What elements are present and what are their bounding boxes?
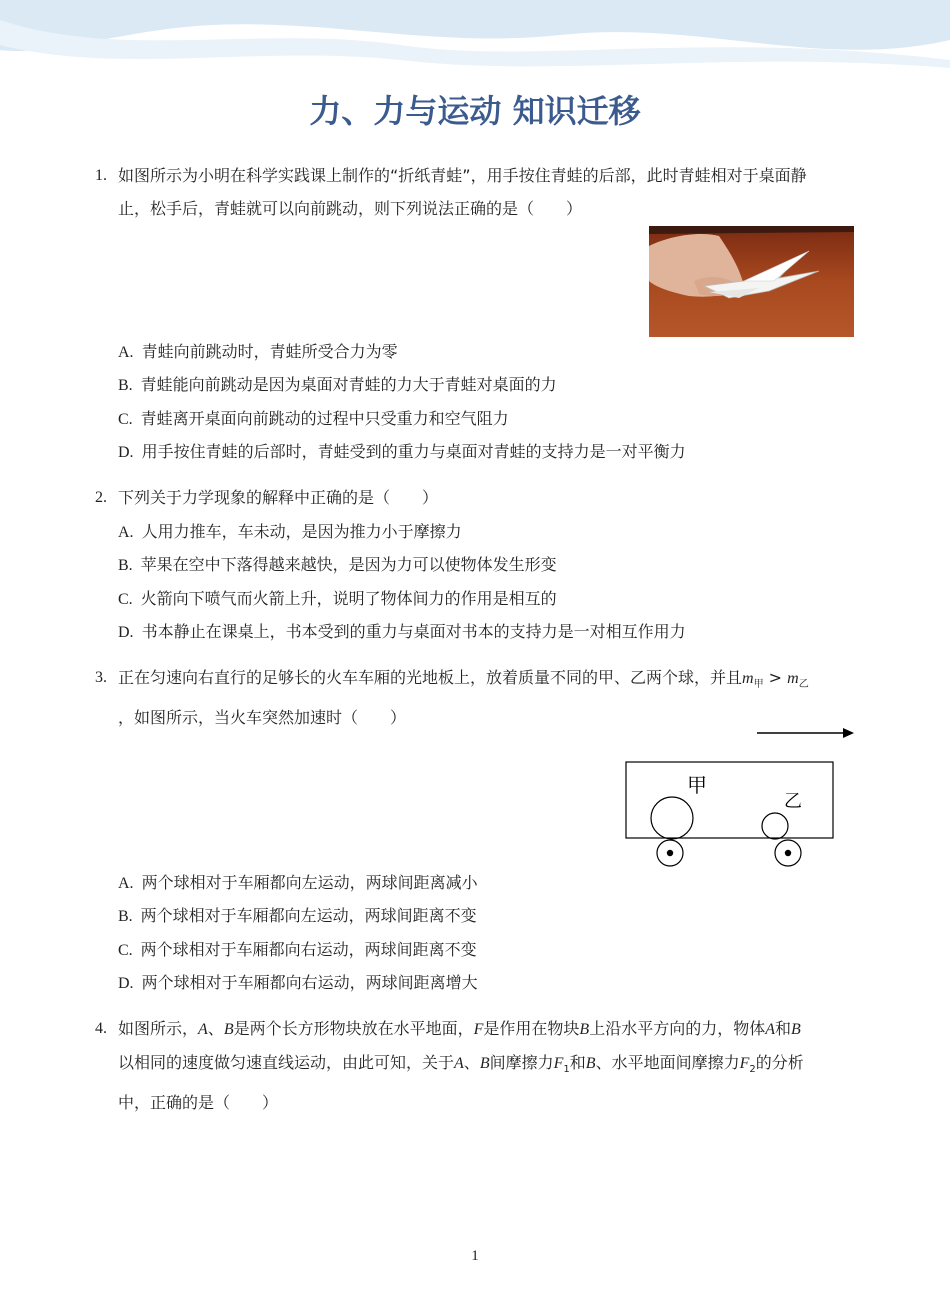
question-number: 2. <box>95 489 107 506</box>
question-number: 4. <box>95 1020 107 1037</box>
ball-yi <box>762 813 788 839</box>
question-2 <box>95 481 855 514</box>
option-1d: D. 用手按住青蛙的后部时，青蛙受到的重力与桌面对青蛙的支持力是一对平衡力 <box>118 442 686 461</box>
question-text: 如图所示为小明在科学实践课上制作的“折纸青蛙”，用手按住青蛙的后部，此时青蛙相对于桌面静 止，松手后，青蛙就可以向前跳动，则下列说法正确的是（ ） <box>118 166 807 218</box>
ball-jia <box>651 797 693 839</box>
arrow-head-icon <box>843 728 854 738</box>
option-3c: C. 两个球相对于车厢都向右运动，两球间距离不变 <box>118 940 477 959</box>
option-2c: C. 火箭向下喷气而火箭上升，说明了物体间力的作用是相互的 <box>118 589 557 608</box>
page-title: 力、力与运动 知识迁移 <box>309 92 641 130</box>
question-text: 下列关于力学现象的解释中正确的是（ ） <box>118 488 439 507</box>
question-number: 3. <box>95 669 107 686</box>
option-2d: D. 书本静止在课桌上，书本受到的重力与桌面对书本的支持力是一对相互作用力 <box>118 622 686 641</box>
question-1 <box>95 159 855 225</box>
option-1c: C. 青蛙离开桌面向前跳动的过程中只受重力和空气阻力 <box>118 409 509 428</box>
paper-frog-photo <box>649 226 854 337</box>
option-1a: A. 青蛙向前跳动时，青蛙所受合力为零 <box>118 342 398 361</box>
ball-yi-label: 乙 <box>784 791 802 812</box>
option-3b: B. 两个球相对于车厢都向左运动，两球间距离不变 <box>118 906 477 925</box>
option-1b: B. 青蛙能向前跳动是因为桌面对青蛙的力大于青蛙对桌面的力 <box>118 375 557 394</box>
header-wave-decoration <box>0 0 950 80</box>
option-2a: A. 人用力推车，车未动，是因为推力小于摩擦力 <box>118 522 462 541</box>
option-3d: D. 两个球相对于车厢都向右运动，两球间距离增大 <box>118 973 478 992</box>
ball-jia-label: 甲 <box>687 773 707 797</box>
option-2b: B. 苹果在空中下落得越来越快，是因为力可以使物体发生形变 <box>118 555 557 574</box>
question-4 <box>95 1012 855 1119</box>
option-3a: A. 两个球相对于车厢都向左运动，两球间距离减小 <box>118 873 478 892</box>
train-car-diagram <box>620 722 860 872</box>
page-number: 1 <box>471 1248 479 1264</box>
question-number: 1. <box>95 167 107 184</box>
question-text: 如图所示，A、B是两个长方形物块放在水平地面，F是作用在物块B上沿水平方向的力，物体A和B 以相同的速度做匀速直线运动，由此可知，关于A、B间摩擦力$F_1$和B、水平地面间摩擦力$F_2$的分析 中，正确的是（ ） <box>118 1019 804 1113</box>
question-text: 正在匀速向右直行的足够长的火车车厢的光地板上，放着质量不同的甲、乙两个球，并且$m_甲 > m_乙$ ，如图所示，当火车突然加速时（ ） <box>118 668 809 728</box>
